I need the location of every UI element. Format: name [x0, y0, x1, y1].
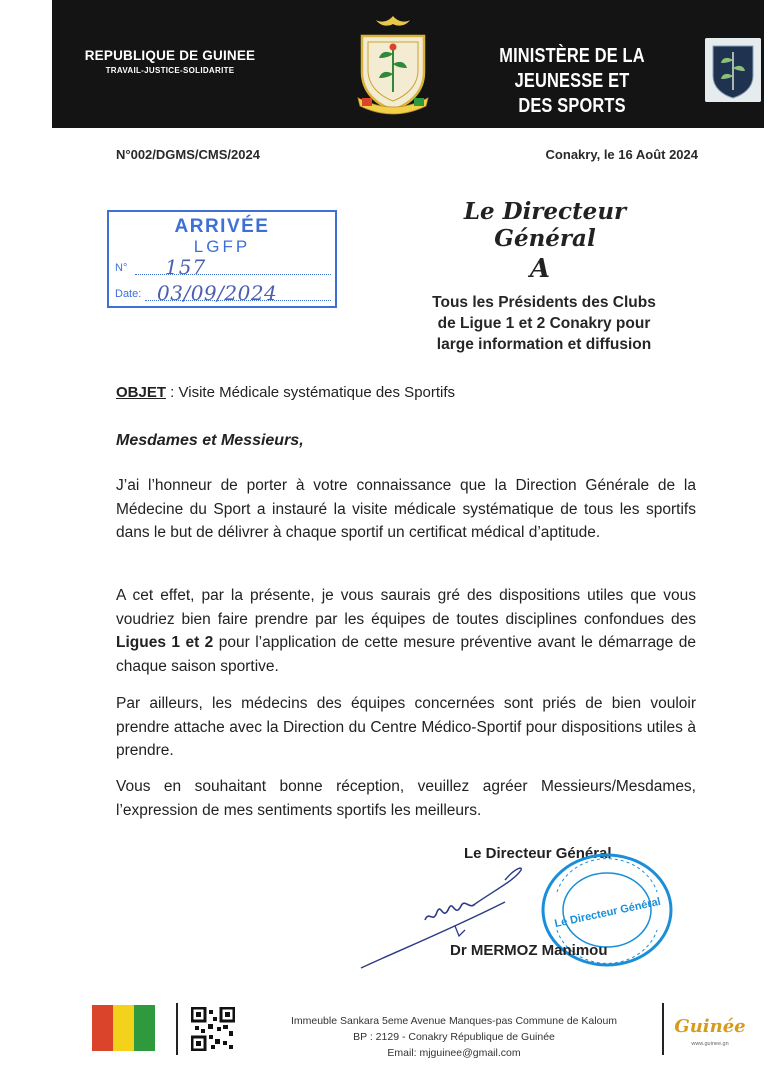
letterhead-header	[52, 0, 764, 128]
flag-green-band	[134, 1005, 155, 1051]
signatory-title: Le Directeur Général	[464, 845, 612, 862]
addressee-block	[396, 292, 692, 355]
sender-title: Le Directeur Général	[463, 198, 627, 252]
salutation: Mesdames et Messieurs,	[116, 432, 304, 449]
paragraph-3: Par ailleurs, les médecins des équipes concernées sont priés de bien vouloir prendre attache avec la Direction du Centre Médico-Sportif pour dispositions utiles à prendre.	[116, 695, 696, 759]
footer-address-line1: Immeuble Sankara 5eme Avenue Manques-pas Commune de Kaloum	[290, 1015, 618, 1027]
national-motto: TRAVAIL-JUSTICE-SOLIDARITE	[105, 66, 235, 75]
stamp-date-label: Date:	[115, 288, 142, 300]
national-coat-of-arms-icon	[348, 14, 438, 120]
footer-address-line2: BP : 2129 - Conakry République de Guinée	[353, 1031, 555, 1043]
flag-yellow-band	[113, 1005, 134, 1051]
stamp-organization: LGFP	[193, 237, 251, 256]
footer-address	[240, 1013, 668, 1061]
reference-number: N°002/DGMS/CMS/2024	[116, 147, 260, 162]
republic-block	[70, 48, 270, 75]
addressee-line1: Tous les Présidents des Clubs	[432, 294, 656, 311]
stamp-date-value: 03/09/2024	[157, 281, 278, 305]
seal-text: Le Directeur Général	[553, 895, 662, 931]
letter-date: Conakry, le 16 Août 2024	[545, 147, 698, 162]
subject-text: : Visite Médicale systématique des Sportifs	[166, 384, 456, 401]
addressee-line3: large information et diffusion	[436, 336, 652, 353]
footer-divider-left	[176, 1003, 178, 1055]
guinee-website: www.guinee.gn	[691, 1041, 729, 1047]
ministry-block	[452, 44, 692, 119]
qr-code-icon	[191, 1007, 235, 1051]
guinea-flag-icon	[92, 1005, 155, 1051]
paragraph-2-start: A cet effet, par la présente, je vous saurais gré des dispositions utiles que vous voudriez bien faire prendre par les équipes de toutes disciplines confondues des	[116, 587, 696, 628]
addressee-line2: de Ligue 1 et 2 Conakry pour	[437, 315, 651, 332]
arrival-stamp	[107, 210, 337, 308]
paragraph-4: Vous en souhaitant bonne réception, veuillez agréer Messieurs/Mesdames, l’expression de mes sentiments sportifs les meilleurs.	[116, 778, 696, 819]
guinee-logo: Guinée	[674, 1016, 746, 1037]
ministry-name-line2: DES SPORTS	[518, 95, 626, 117]
ministry-logo-icon	[705, 38, 761, 102]
paragraph-2-end: pour l’application de cette mesure préventive avant le démarrage de chaque saison sportive.	[116, 634, 696, 675]
addressee-to: A	[529, 254, 551, 284]
paragraph-1: J’ai l’honneur de porter à votre connaissance que la Direction Générale de la Médecine du Sport a instauré la visite médicale systématique de tous les sportifs dans le but de délivrer à chaque sportif un certificat médical d’aptitude.	[116, 477, 696, 541]
footer-email: Email: mjguinee@gmail.com	[387, 1047, 521, 1059]
stamp-number-label: N°	[115, 262, 128, 274]
footer-divider-right	[662, 1003, 664, 1055]
paragraph-2-emphasis: Ligues 1 et 2	[116, 634, 214, 651]
ministry-name-line1: MINISTÈRE DE LA JEUNESSE ET	[499, 45, 645, 92]
stamp-number-value: 157	[165, 255, 207, 279]
republic-name: REPUBLIQUE DE GUINEE	[84, 48, 256, 63]
flag-red-band	[92, 1005, 113, 1051]
paragraph-2	[116, 584, 696, 678]
subject-label: OBJET	[116, 384, 167, 401]
stamp-title: ARRIVÉE	[174, 216, 270, 237]
subject-line	[116, 384, 455, 401]
signatory-name: Dr MERMOZ Manimou	[450, 942, 608, 959]
